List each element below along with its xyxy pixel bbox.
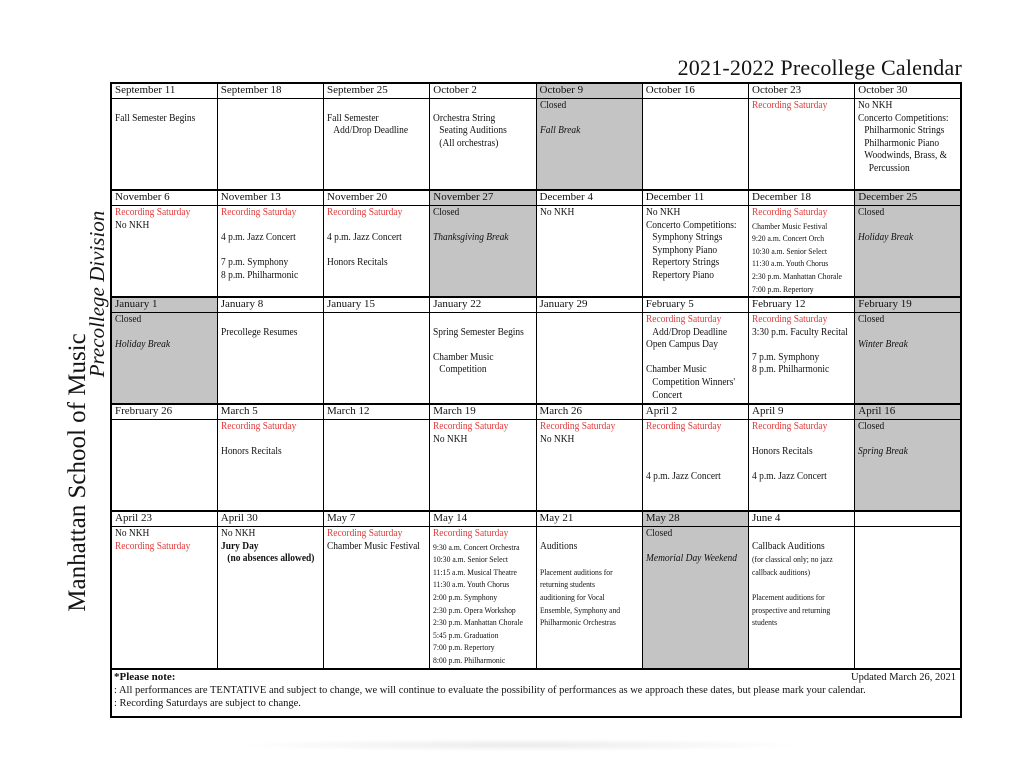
note-line-1: : All performances are TENTATIVE and subject to change, we will continue to evaluate the possibility of performances as we approach these dates, but please mark your calendar. bbox=[114, 685, 866, 696]
event-line bbox=[858, 220, 949, 233]
week-cell bbox=[217, 313, 323, 405]
event-line bbox=[540, 553, 631, 566]
event-line: 4 p.m. Jazz Concert bbox=[645, 471, 721, 483]
date-header: January 29 bbox=[536, 297, 642, 313]
week-cell bbox=[749, 313, 855, 405]
date-header: October 23 bbox=[749, 83, 855, 99]
event-line: Thanksgiving Break bbox=[433, 232, 509, 244]
date-header: December 18 bbox=[749, 190, 855, 206]
event-line: prospective and returning bbox=[752, 604, 831, 615]
date-header: February 5 bbox=[642, 297, 748, 313]
event-line: Auditions bbox=[539, 540, 577, 552]
date-header: November 27 bbox=[430, 190, 536, 206]
event-line: Concert bbox=[652, 389, 682, 401]
event-line: Symphony Strings bbox=[652, 232, 723, 244]
event-line: Ensemble, Symphony and bbox=[539, 604, 620, 615]
date-header: May 21 bbox=[536, 511, 642, 527]
event-line: Recording Saturday bbox=[220, 207, 297, 218]
date-header: March 19 bbox=[430, 404, 536, 420]
event-line: Chamber Music Festival bbox=[327, 540, 420, 552]
date-header: September 11 bbox=[111, 83, 217, 99]
date-header: September 25 bbox=[324, 83, 430, 99]
event-line bbox=[540, 113, 631, 126]
week-cell bbox=[111, 99, 217, 191]
date-header: April 9 bbox=[749, 404, 855, 420]
event-line bbox=[433, 339, 524, 352]
event-line bbox=[858, 327, 949, 340]
event-line bbox=[115, 100, 206, 113]
page-title: 2021-2022 Precollege Calendar bbox=[677, 55, 962, 80]
event-line bbox=[646, 434, 737, 447]
event-line: Open Campus Day bbox=[645, 339, 718, 351]
week-cell bbox=[217, 420, 323, 512]
event-line bbox=[327, 100, 418, 113]
date-header: September 18 bbox=[217, 83, 323, 99]
event-line: Philharmonic Orchestras bbox=[539, 617, 616, 628]
event-line bbox=[327, 245, 418, 258]
week-cell bbox=[430, 206, 536, 298]
event-line: Chamber Music bbox=[645, 364, 707, 376]
week-cell bbox=[324, 99, 430, 191]
week-cell bbox=[536, 99, 642, 191]
week-cell bbox=[855, 206, 961, 298]
event-line: No NKH bbox=[220, 528, 256, 539]
event-line: Philharmonic Strings bbox=[864, 125, 945, 137]
event-line: (no absences allowed) bbox=[227, 553, 315, 565]
week-cell bbox=[749, 206, 855, 298]
event-line: callback auditions) bbox=[752, 566, 810, 577]
event-line: Holiday Break bbox=[115, 339, 171, 351]
event-line: Recording Saturday bbox=[645, 421, 722, 432]
date-header bbox=[855, 511, 961, 527]
week-cell bbox=[855, 527, 961, 670]
date-header: March 26 bbox=[536, 404, 642, 420]
school-name-vertical: Manhattan School of Music bbox=[64, 333, 91, 612]
date-header: December 25 bbox=[855, 190, 961, 206]
event-line bbox=[752, 459, 843, 472]
event-line: Spring Semester Begins bbox=[433, 326, 525, 338]
event-line bbox=[646, 446, 737, 459]
event-line bbox=[752, 434, 843, 447]
event-line: Jury Day bbox=[220, 540, 259, 552]
event-line: Honors Recitals bbox=[220, 446, 282, 458]
event-line: 11:30 a.m. Youth Chorus bbox=[752, 258, 829, 269]
event-line: 8 p.m. Philharmonic bbox=[220, 269, 298, 281]
event-line: 9:20 a.m. Concert Orch bbox=[752, 233, 825, 244]
week-cell bbox=[642, 420, 748, 512]
event-line: 2:30 p.m. Manhattan Chorale bbox=[752, 270, 842, 281]
date-header: May 7 bbox=[324, 511, 430, 527]
event-line: Closed bbox=[858, 421, 885, 432]
week-cell bbox=[536, 313, 642, 405]
date-header: November 20 bbox=[324, 190, 430, 206]
event-line: 10:30 a.m. Senior Select bbox=[752, 245, 828, 256]
event-line: Percussion bbox=[869, 162, 910, 174]
event-line bbox=[221, 220, 312, 233]
date-header: June 4 bbox=[749, 511, 855, 527]
updated-date: Updated March 26, 2021 bbox=[851, 672, 956, 683]
please-note-label: *Please note: bbox=[114, 671, 176, 683]
event-line: 5:45 p.m. Graduation bbox=[433, 629, 499, 640]
event-line: No NKH bbox=[115, 219, 150, 231]
event-line: Recording Saturday bbox=[433, 421, 509, 432]
event-line: Orchestra String bbox=[433, 112, 496, 124]
event-line bbox=[433, 314, 524, 327]
event-line bbox=[433, 100, 524, 113]
week-cell bbox=[855, 313, 961, 405]
event-line: Closed bbox=[858, 207, 885, 218]
date-header: April 23 bbox=[111, 511, 217, 527]
week-cell bbox=[855, 99, 961, 191]
event-line: No NKH bbox=[539, 433, 574, 445]
date-header: March 5 bbox=[217, 404, 323, 420]
event-line: Concerto Competitions: bbox=[645, 219, 737, 231]
event-line: Fall Break bbox=[539, 125, 580, 137]
event-line: No NKH bbox=[115, 528, 150, 539]
event-line: Recording Saturday bbox=[645, 314, 722, 325]
calendar-table bbox=[110, 82, 962, 718]
event-line: No NKH bbox=[539, 207, 574, 218]
event-line: Closed bbox=[433, 207, 460, 218]
date-header: January 8 bbox=[217, 297, 323, 313]
event-line: Recording Saturday bbox=[115, 540, 191, 552]
event-line: Recording Saturday bbox=[327, 207, 403, 218]
note-line-2: : Recording Saturdays are subject to change. bbox=[114, 698, 301, 709]
event-line: Repertory Piano bbox=[652, 269, 714, 281]
week-cell bbox=[430, 99, 536, 191]
week-cell bbox=[536, 420, 642, 512]
event-line: returning students bbox=[539, 579, 595, 590]
event-line: Closed bbox=[539, 100, 566, 111]
date-header: March 12 bbox=[324, 404, 430, 420]
date-header: May 14 bbox=[430, 511, 536, 527]
event-line: 2:00 p.m. Symphony bbox=[433, 591, 498, 602]
event-line bbox=[646, 459, 737, 472]
event-line: No NKH bbox=[645, 207, 681, 218]
notes-cell bbox=[111, 669, 961, 717]
week-cell bbox=[536, 206, 642, 298]
date-header: January 15 bbox=[324, 297, 430, 313]
event-line: Philharmonic Piano bbox=[864, 137, 940, 149]
event-line: Competition bbox=[439, 364, 487, 376]
event-line: Placement auditions for bbox=[752, 591, 825, 602]
event-line: 9:30 a.m. Concert Orchestra bbox=[433, 541, 520, 552]
event-line: 8 p.m. Philharmonic bbox=[752, 364, 830, 376]
event-line: 4 p.m. Jazz Concert bbox=[752, 471, 827, 483]
week-cell bbox=[111, 206, 217, 298]
event-line: Honors Recitals bbox=[752, 446, 813, 458]
event-line: Winter Break bbox=[858, 339, 909, 351]
date-header: October 16 bbox=[642, 83, 748, 99]
event-line: Recording Saturday bbox=[433, 528, 509, 539]
event-line: Recording Saturday bbox=[539, 421, 615, 432]
event-line: Closed bbox=[858, 314, 885, 325]
event-line: (for classical only; no jazz bbox=[752, 554, 833, 565]
event-line: 11:30 a.m. Youth Chorus bbox=[433, 579, 510, 590]
event-line: Recording Saturday bbox=[327, 528, 403, 539]
week-cell bbox=[111, 420, 217, 512]
event-line: Symphony Piano bbox=[652, 244, 717, 256]
event-line bbox=[115, 327, 206, 340]
event-line bbox=[646, 352, 737, 365]
date-header: January 22 bbox=[430, 297, 536, 313]
event-line: Recording Saturday bbox=[752, 421, 828, 432]
week-cell bbox=[430, 420, 536, 512]
event-line: Add/Drop Deadline bbox=[652, 326, 727, 338]
event-line: 4 p.m. Jazz Concert bbox=[220, 232, 296, 244]
date-header: November 13 bbox=[217, 190, 323, 206]
event-line: (All orchestras) bbox=[439, 137, 499, 149]
date-header: May 28 bbox=[642, 511, 748, 527]
event-line: Chamber Music bbox=[433, 351, 494, 363]
date-header: December 4 bbox=[536, 190, 642, 206]
week-cell bbox=[324, 420, 430, 512]
event-line: 2:30 p.m. Opera Workshop bbox=[433, 604, 517, 615]
event-line bbox=[327, 220, 418, 233]
event-line bbox=[433, 220, 524, 233]
event-line: No NKH bbox=[433, 433, 468, 445]
event-line: 2:30 p.m. Manhattan Chorale bbox=[433, 617, 524, 628]
week-cell bbox=[324, 313, 430, 405]
date-header: February 19 bbox=[855, 297, 961, 313]
week-cell bbox=[217, 99, 323, 191]
notes-header-row bbox=[114, 671, 956, 684]
event-line bbox=[221, 434, 312, 447]
event-line bbox=[752, 339, 843, 352]
week-cell bbox=[855, 420, 961, 512]
date-header: April 30 bbox=[217, 511, 323, 527]
week-cell bbox=[536, 527, 642, 670]
date-header: Frebruary 26 bbox=[111, 404, 217, 420]
event-line bbox=[540, 528, 631, 541]
notes-section bbox=[111, 669, 961, 717]
week-cell bbox=[642, 206, 748, 298]
event-line: 7 p.m. Symphony bbox=[752, 351, 820, 363]
event-line: Recording Saturday bbox=[752, 207, 828, 218]
date-header: April 16 bbox=[855, 404, 961, 420]
week-cell bbox=[324, 527, 430, 670]
event-line: 3:30 p.m. Faculty Recital bbox=[752, 326, 848, 338]
event-line: Memorial Day Weekend bbox=[645, 553, 737, 565]
event-line bbox=[221, 245, 312, 258]
event-line: auditioning for Vocal bbox=[539, 591, 605, 602]
event-line: Seating Auditions bbox=[439, 125, 508, 137]
event-line: Concerto Competitions: bbox=[858, 112, 949, 124]
event-line: 11:15 a.m. Musical Theatre bbox=[433, 566, 518, 577]
event-line: 7:00 p.m. Repertory bbox=[752, 283, 814, 294]
page-bottom-shadow bbox=[140, 735, 900, 755]
week-cell bbox=[642, 99, 748, 191]
event-line: Fall Semester bbox=[327, 112, 379, 124]
date-header: April 2 bbox=[642, 404, 748, 420]
event-line: Competition Winners' bbox=[652, 376, 735, 388]
date-header: November 6 bbox=[111, 190, 217, 206]
event-line: Fall Semester Begins bbox=[115, 112, 196, 124]
event-line: Add/Drop Deadline bbox=[333, 125, 409, 137]
week-cell bbox=[324, 206, 430, 298]
event-line: Holiday Break bbox=[858, 232, 914, 244]
event-line: Spring Break bbox=[858, 446, 909, 458]
event-line: 7:00 p.m. Repertory bbox=[433, 642, 495, 653]
date-header: October 9 bbox=[536, 83, 642, 99]
event-line: Recording Saturday bbox=[115, 207, 191, 218]
event-line: Closed bbox=[645, 528, 673, 539]
event-line: Chamber Music Festival bbox=[752, 220, 828, 231]
date-header: December 11 bbox=[642, 190, 748, 206]
week-cell bbox=[111, 313, 217, 405]
calendar-weeks bbox=[111, 83, 961, 669]
event-line: 10:30 a.m. Senior Select bbox=[433, 554, 509, 565]
event-line: Recording Saturday bbox=[220, 421, 297, 432]
event-line: 4 p.m. Jazz Concert bbox=[327, 232, 402, 244]
week-cell bbox=[111, 527, 217, 670]
event-line: 7 p.m. Symphony bbox=[220, 257, 288, 269]
event-line bbox=[858, 434, 949, 447]
division-name-vertical: Precollege Division bbox=[85, 210, 109, 378]
week-cell bbox=[217, 527, 323, 670]
week-cell bbox=[749, 420, 855, 512]
date-header: October 2 bbox=[430, 83, 536, 99]
event-line: Honors Recitals bbox=[327, 257, 388, 269]
event-line: Recording Saturday bbox=[752, 100, 828, 111]
event-line: Woodwinds, Brass, & bbox=[864, 150, 948, 162]
event-line bbox=[221, 314, 312, 327]
event-line: Placement auditions for bbox=[539, 566, 613, 577]
event-line: No NKH bbox=[858, 100, 893, 111]
event-line: Precollege Resumes bbox=[220, 326, 298, 338]
date-header: February 12 bbox=[749, 297, 855, 313]
week-cell bbox=[642, 313, 748, 405]
event-line bbox=[752, 578, 843, 591]
week-cell bbox=[430, 527, 536, 670]
week-cell bbox=[749, 527, 855, 670]
event-line bbox=[646, 541, 737, 554]
event-line: 8:00 p.m. Philharmonic bbox=[433, 654, 506, 665]
week-cell bbox=[642, 527, 748, 670]
event-line: Recording Saturday bbox=[752, 314, 828, 325]
event-line: Repertory Strings bbox=[652, 257, 719, 269]
event-line: Callback Auditions bbox=[752, 540, 825, 552]
week-cell bbox=[217, 206, 323, 298]
week-cell bbox=[430, 313, 536, 405]
week-cell bbox=[749, 99, 855, 191]
event-line bbox=[752, 528, 843, 541]
event-line: students bbox=[752, 617, 778, 628]
date-header: January 1 bbox=[111, 297, 217, 313]
event-line: Closed bbox=[115, 314, 142, 325]
date-header: October 30 bbox=[855, 83, 961, 99]
